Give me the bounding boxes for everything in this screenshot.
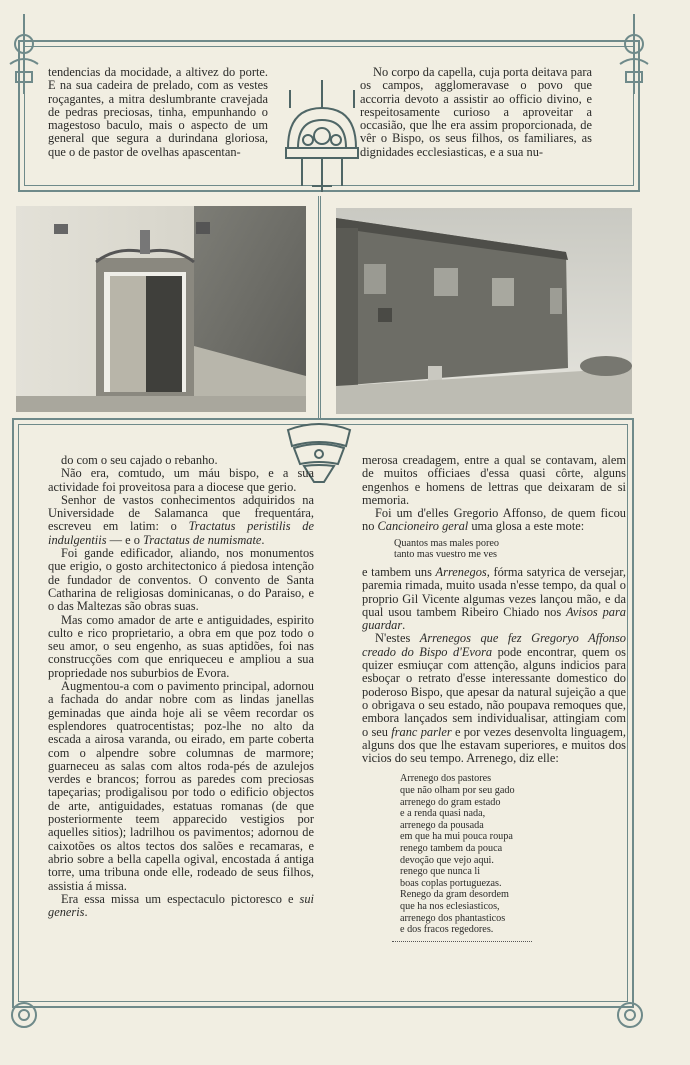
text-paragraph [362, 566, 626, 632]
book-title: Arrenegos que fez Gregoryo Affonso creado do Bispo d'Evora [362, 631, 626, 659]
bottom-right-column [362, 454, 626, 942]
book-title: Tractatus peristilis de indulgentiis [48, 519, 314, 547]
text-run: e tambem uns [362, 564, 436, 579]
center-vine-divider [318, 196, 321, 418]
top-right-column [360, 66, 592, 159]
book-title: Tractatus de numismate [143, 532, 262, 547]
verse-line: arrenego do gram estado [400, 796, 501, 808]
doorway-photo-illustration [16, 206, 306, 412]
text-paragraph: Foi gande edificador, aliando, nos monumentos que erigio, o gosto architectonico á piedosa intenção de fundador de conventos. O convento de Santa Catharina de religiosas dominicanas, o do Paraiso, e o das Maltezas são obras suas. [48, 546, 314, 614]
text-run: Era essa missa um espectaculo pictoresco e [61, 891, 300, 906]
verse-line: Arrenego dos pastores [400, 773, 492, 785]
text-run: Senhor de vastos conhecimentos adquiridos na Universidade de Salamanca que frequentára, escreveu em latim: o [48, 492, 314, 534]
arrenegos-verse [362, 773, 626, 935]
text-run: fórma satyrica de versejar, paremia rimada, muito usada n'esse tempo, da qual o proprio Gil Vicente algumas vezes lançou mão, e da qual usou tambem Ribeiro Chiado nos [362, 564, 626, 619]
text-paragraph: merosa creadagem, entre a qual se contavam, alem de muitos officiaes d'essa quasi côrte, alguns engenhos e homens de lettras que deixaram de si memoria. [362, 453, 626, 507]
text-run: e por vezes desenvolta linguagem, alguns dos que lhe estavam superiores, e muitos dos vicios do seu tempo. Arrenego, diz elle: [362, 724, 626, 766]
text-run: — e o [106, 532, 143, 547]
verse-line: e a renda quasi nada, [400, 808, 486, 820]
text-paragraph [48, 893, 314, 920]
text-run: uma glosa a este mote: [468, 519, 585, 534]
text-run: . [261, 532, 265, 547]
verse-line: Quantos mas males poreo [394, 537, 499, 549]
top-right-corner-ornament [614, 14, 654, 94]
verse-line: em que ha mui pouca roupa [400, 831, 513, 843]
text-paragraph: Augmentou-a com o pavimento principal, adornou a fachada do andar nobre com as lindas janellas geminadas que ainda hoje ali se vêem recordar os esplendores quatrocentistas; poz-lhe no alto da escada a airosa varanda, ou eirado, em parte coberta com o alpendre sobre columnas de marmore; guarneceu as salas com altos roda-pés de azulejos verdes e brancos; forrou as paredes com preciosas tapeçarias; prodigalisou por todo o edificio objectos de arte, antiguidades, estatuas romanas (de que posteriormente teem apparecido vestigios por aquelles sitios); ladrilhou os pavimentos; adornou de caixotões os altos tectos dos salões e recamaras, e abrio sobre a bella capella ogival, encostada á antiga torre, uma tribuna onde elle, rodeado de seus filhos, assistia á missa. [48, 679, 314, 893]
verse-line: arrenego dos phantasticos [400, 912, 506, 924]
verse-line: devoção que vejo aqui. [400, 854, 494, 866]
verse-line: boas coplas portuguezas. [400, 877, 502, 889]
bottom-left-column [48, 454, 314, 919]
text-paragraph [362, 632, 626, 765]
text-run: Foi um d'elles Gregorio Affonso, de quem ficou no [362, 506, 626, 534]
verse-line: Renego da gram desordem [400, 889, 509, 901]
text-run: N'estes [375, 631, 420, 646]
manor-house-photo [336, 208, 632, 414]
verse-line: tanto mas vuestro me ves [394, 549, 497, 561]
verse-line: arrenego da pousada [400, 819, 484, 831]
text-paragraph: Mas como amador de arte e antiguidades, espirito culto e rico proprietario, a obra em que poz todo o seu amor, o seu engenho, as suas aptidões, foi nas construcções com que enriqueceu e ampliou a sua propriedade nos suburbios de Evora. [48, 612, 314, 680]
verse-line: que não olham por seu gado [400, 785, 515, 797]
text-paragraph: No corpo da capella, cuja porta deitava para os campos, agglomeravase o povo que accorria devoto a assistir ao officio divino, e respeitosamente curioso a aproveitar a occasião, que lhe era assim proporcionada, de vêr o Bispo, os seus filhos, os familiares, as dignidades ecclesiasticas, e a sua nu- [360, 65, 592, 159]
verse-line: renego tambem da pouca [400, 842, 503, 854]
verse-ellipsis-divider [392, 941, 532, 942]
doorway-photo [16, 206, 306, 412]
motto-verse [362, 538, 626, 561]
bottom-left-corner-ornament [4, 995, 44, 1035]
text-paragraph: Não era, comtudo, um máu bispo, e a sua actividade foi proveitosa para a diocese que gerio. [48, 466, 314, 494]
italic-phrase: sui generis [48, 891, 314, 920]
text-paragraph [48, 494, 314, 547]
book-title: Avisos para guardar [362, 604, 626, 633]
gothic-finial-ornament [282, 78, 362, 194]
text-paragraph: do com o seu cajado o rebanho. [61, 453, 218, 467]
book-title: Cancioneiro geral [377, 519, 469, 534]
text-paragraph [362, 507, 626, 534]
italic-phrase: franc parler [391, 724, 452, 739]
verse-line: e dos fracos regedores. [400, 924, 494, 936]
top-left-column [48, 66, 268, 159]
verse-line: renego que nunca li [400, 866, 481, 878]
text-run: . [402, 618, 406, 633]
verse-line: que ha nos eclesiasticos, [400, 900, 500, 912]
text-run: . [84, 905, 88, 920]
text-paragraph: tendencias da mocidade, a altivez do porte. E na sua cadeira de prelado, com as vestes roçagantes, a mitra deslumbrante cravejada de pedras preciosas, tinha, empunhando o magestoso baculo, mais o aspecto de um general que segura a durindana gloriosa, que o de pastor de ovelhas apascentan- [48, 65, 268, 159]
text-run: pode encontrar, quem os quizer esmiuçar com attenção, alguns indicios para esboçar o retrato d'esse interessante domestico do poderoso Bispo, que apesar da natural sujeição a que o obrigava o seu estado, não poupava remoques que, embora lançados sem individualisar, attingiam com o seu [362, 644, 627, 739]
top-left-corner-ornament [4, 14, 44, 94]
italic-phrase: Arrenegos, [435, 564, 490, 579]
manor-house-illustration [336, 208, 632, 414]
bottom-right-corner-ornament [610, 995, 650, 1035]
